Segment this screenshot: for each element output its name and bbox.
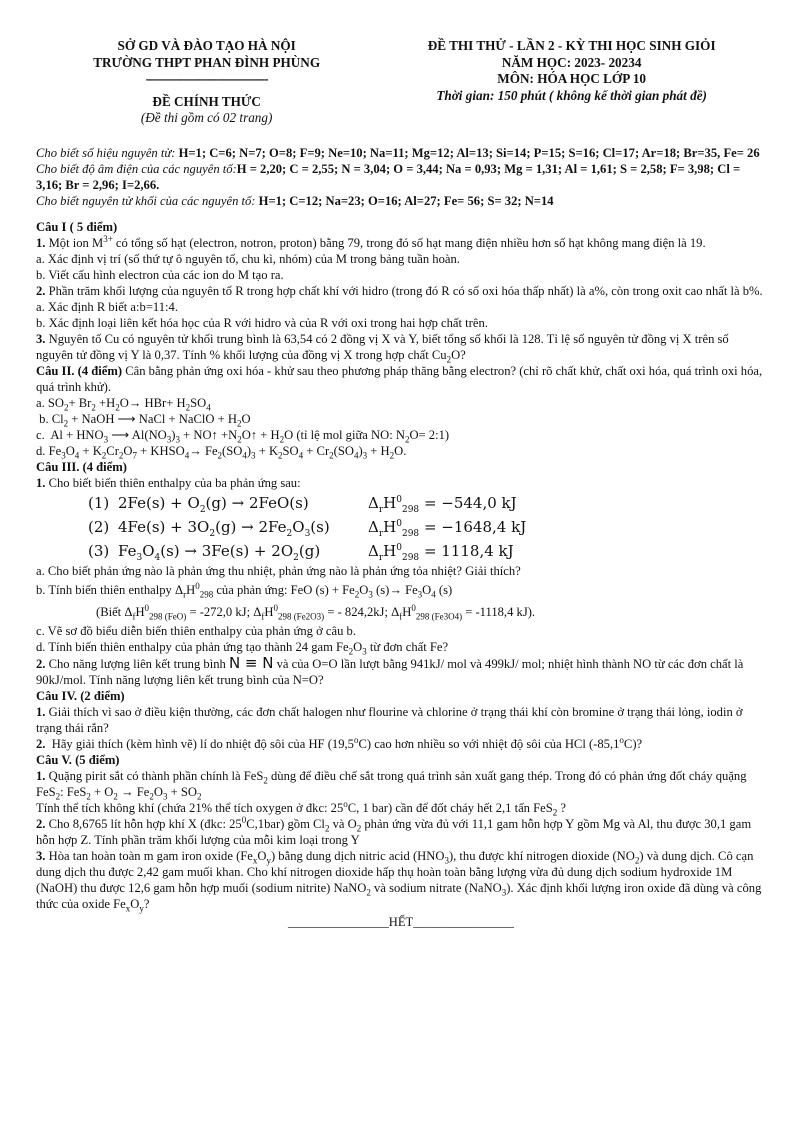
question-1-2a: a. Xác định R biết a:b=11:4.: [36, 299, 178, 314]
question-3-part-1-text: Cho biết biến thiên enthalpy của ba phản ứng sau:: [48, 475, 301, 490]
atomic-numbers-label: Cho biết số hiệu nguyên tử:: [36, 145, 179, 160]
formation-enthalpy-note: (Biết $\Delta_fH^0_{298 (FeO)} = -272,0$ kJ; $\Delta_fH^0_{298 (Fe2O3)}$ = - 824,2kJ; $\Delta_fH^0_{298 (Fe3O4)} = -1118,4$ kJ).: [96, 602, 536, 622]
question-3-part-2: 2. Cho năng lượng liên kết trung bình N ≡ N và của O=O lần lượt bằng 941kJ/ mol và 499kJ/ mol; nhiệt hình thành NO từ các đơn chất là 90kJ/mol. Tính năng lượng liên kết trung bình của N=O?: [36, 653, 744, 687]
reaction-c: c. $Al + HNO_3$ ⟶ $Al(NO_3)_3$ + NO↑ $+N_2O↑ + H_2O$ (tỉ lệ mol giữa NO: $N_2O=$ 2:1): [36, 427, 450, 445]
reaction-d: d. $Fe_3O_4 + K_2Cr_2O_7$ + $KHSO_4\to Fe_2(SO_4)_3 + K_2SO_4 + Cr_2(SO_4)_3 + H_2O$.: [36, 443, 407, 461]
question-1-2b: b. Xác định loại liên kết hóa học của R với hidro và của R với oxi trong hai hợp chất trên.: [36, 315, 488, 330]
question-3-1a: a. Cho biết phản ứng nào là phản ứng thu nhiệt, phản ứng nào là phản ứng tỏa nhiệt? Giải thích?: [36, 563, 521, 578]
question-1-1b: b. Viết cấu hình electron của các ion do M tạo ra.: [36, 267, 284, 282]
question-1-part-3: 3. Nguyên tố Cu có nguyên tử khối trung bình là 63,54 có 2 đồng vị X và Y, biết tổng số khối là 128. Tỉ lệ số nguyên tử đồng vị X trên số nguyên tử đồng vị Y là 0,37. Tính % khối lượng của đồng vị X trong hợp chất $Cu_2O$?: [36, 331, 729, 365]
exam-title-block: [377, 38, 766, 127]
reaction-a: a. $SO_2+ Br_2 +H_2O\to HBr+ H_2SO_4$: [36, 395, 211, 413]
question-2-title: Câu II. (4 điểm): [36, 363, 123, 378]
reaction-eq-3: (3) $Fe_3O_4(s) \to 3Fe(s) + 2O_2(g) \Delta_rH^0_{298} = 1118,4$ kJ: [88, 541, 514, 563]
question-5: [36, 752, 766, 912]
atomic-masses-label: Cho biết nguyên tử khối của các nguyên tố:: [36, 193, 259, 208]
question-3-title: Câu III. (4 điểm): [36, 459, 127, 474]
reaction-eq-2: (2) $4Fe(s) + 3O_2(g) \to 2Fe_2O_3(s) \Delta_rH^0_{298} = -1648,4$ kJ: [88, 517, 527, 539]
question-4-part-2: 2. Hãy giải thích (kèm hình vẽ) lí do nhiệt độ sôi của HF (19,5$^o$C) cao hơn nhiều so với nhiệt độ sôi của HCl (-85,1$^o$C)?: [36, 734, 643, 751]
question-4: [36, 688, 766, 752]
question-1-part-2-text: Phần trăm khối lượng của nguyên tố R trong hợp chất khí với hidro (trong đó R có số oxi hóa thấp nhất) là a%, còn trong oxit cao nhất là b%.: [48, 283, 763, 298]
reaction-b: b. $Cl_2$ + NaOH ⟶ NaCl + NaClO + $H_2O$: [36, 411, 251, 429]
question-2: [36, 363, 766, 459]
question-1-part-2: 2. Phần trăm khối lượng của nguyên tố R trong hợp chất khí với hidro (trong đó R có số oxi hóa thấp nhất) là a%, còn trong oxit cao nhất là b%.: [36, 283, 763, 298]
official-label: ĐỀ CHÍNH THỨC: [152, 93, 261, 109]
question-3-part-1: 1. Cho biết biến thiên enthalpy của ba phản ứng sau:: [36, 475, 301, 490]
atomic-masses-values: H=1; C=12; Na=23; O=16; Al=27; Fe= 56; S= 32; N=14: [258, 193, 554, 208]
exam-header: [36, 38, 766, 127]
given-data: [36, 145, 766, 209]
question-2-intro: [36, 363, 766, 395]
question-4-part-1-text: Giải thích vì sao ở điều kiện thường, các đơn chất halogen như flourine và chlorine ở trạng thái khí còn bromine ở trạng thái lỏng, iodin ở trạng thái rắn?: [36, 704, 743, 735]
question-3-1c: c. Vẽ sơ đồ biểu diễn biến thiên enthalpy của phản ứng ở câu b.: [36, 623, 356, 638]
school-name: TRƯỜNG THPT PHAN ĐÌNH PHÙNG: [93, 54, 321, 70]
electronegativity-label: Cho biết độ âm điện của các nguyên tố:: [36, 161, 237, 176]
question-5-part-2: 2. Cho 8,6765 lít hỗn hợp khí X (đkc: $25^0C,1bar$) gồm $Cl_2$ và $O_2$ phản ứng vừa đủ với 11,1 gam hỗn hợp Y gồm Mg và Al, thu được 30,1 gam hỗn hợp Z. Tính phần trăm khối lượng của mỗi kim loại trong Y: [36, 814, 752, 847]
subject: MÔN: HÓA HỌC LỚP 10: [497, 71, 647, 86]
question-5-title: Câu V. (5 điểm): [36, 752, 120, 767]
question-1-title: Câu I ( 5 điểm): [36, 219, 118, 234]
question-4-part-1: 1. Giải thích vì sao ở điều kiện thường, các đơn chất halogen như flourine và chlorine ở trạng thái khí còn bromine ở trạng thái lỏng, iodin ở trạng thái rắn?: [36, 704, 743, 735]
electronegativity-values: H = 2,20; C = 2,55; N = 3,04; O = 3,44; Na = 0,93; Mg = 1,31; Al = 1,61; S = 2,58; F= 3,98; Cl = 3,16; Br = 2,96; I=2,66.: [36, 161, 741, 192]
question-3-1b: b. Tính biến thiên enthalpy $\Delta_rH^0_{298}$ của phản ứng: FeO $(s) + Fe_2O_3$ $(s)\to Fe_3O_4$ (s): [36, 580, 453, 600]
question-2-text: Cân bằng phản ứng oxi hóa - khử sau theo phương pháp thăng bằng electron? (chỉ rõ chất khử, chất oxi hóa, quá trình oxi hóa, quá trình khử).: [36, 363, 763, 394]
divider: ------------------------------------: [145, 71, 268, 86]
question-5-part-1: 1. Quặng pirit sắt có thành phần chính là FeS$_2$ dùng để điều chế sắt trong quá trình sản xuất gang thép. Trong đó có phản ứng đốt cháy quặng FeS$_2$: $FeS_2 + O_2 \to Fe_2O_3 + SO_2$: [36, 768, 747, 802]
issuer-block: [36, 38, 377, 127]
reaction-eq-1: (1) $2Fe(s) + O_2(g) \to 2FeO(s) \Delta_rH^0_{298} = -544,0$ kJ: [88, 493, 517, 515]
question-1-1a: a. Xác định vị trí (số thứ tự ô nguyên tố, chu kì, nhóm) của M trong bảng tuần hoàn.: [36, 251, 460, 266]
question-1: [36, 219, 766, 363]
question-4-title: Câu IV. (2 điểm): [36, 688, 125, 703]
question-3-1d: d. Tính biến thiên enthalpy của phản ứng tạo thành 24 gam $Fe_2O_3$ từ đơn chất Fe?: [36, 639, 449, 657]
question-3: [36, 459, 766, 688]
department-name: SỞ GD VÀ ĐÀO TẠO HÀ NỘI: [117, 38, 296, 53]
question-5-part-1-ask: Tính thể tích không khí (chứa 21% thể tích oxygen ở đkc: 25$^o$C, 1 bar) cần để đốt cháy hết 2,1 tấn FeS$_2$ ?: [36, 798, 566, 818]
time-limit: Thời gian: 150 phút ( không kể thời gian phát đề): [436, 87, 707, 103]
page-count-note: (Đề thi gồm có 02 trang): [140, 110, 273, 125]
atomic-numbers-values: H=1; C=6; N=7; O=8; F=9; Ne=10; Na=11; Mg=12; Al=13; Si=14; P=15; S=16; Cl=17; Ar=18; Br=35, Fe= 26: [178, 145, 760, 160]
end-marker: ________________HẾT________________: [288, 914, 514, 929]
question-1-part-1: 1. Một ion $M^{3+}$ có tổng số hạt (electron, notron, proton) bằng 79, trong đó số hạt mang điện nhiều hơn số hạt không mang điện là 19.: [36, 233, 706, 250]
school-year: NĂM HỌC: 2023- 20234: [501, 54, 642, 70]
exam-title: ĐỀ THI THỬ - LẦN 2 - KỲ THI HỌC SINH GIỎI: [427, 38, 716, 53]
question-5-part-3: 3. Hòa tan hoàn toàn m gam iron oxide $(Fe_xO_y)$ bằng dung dịch nitric acid $(HNO_3)$, thu được khí nitrogen dioxide $(NO_2)$ và dung dịch. Cô cạn dung dịch thu được 2,42 gam muối khan. Cho khí nitrogen dioxide hấp thụ hoàn toàn bằng lượng vừa đủ dung dịch sodium hydroxide 1M (NaOH) thu được 12,6 gam hỗn hợp muối (sodium nitrite) NaNO$_2$ và sodium nitrate (NaNO$_3$). Xác định khối lượng iron oxide đã dùng và công thức của oxide $Fe_xO_y$?: [36, 848, 762, 914]
